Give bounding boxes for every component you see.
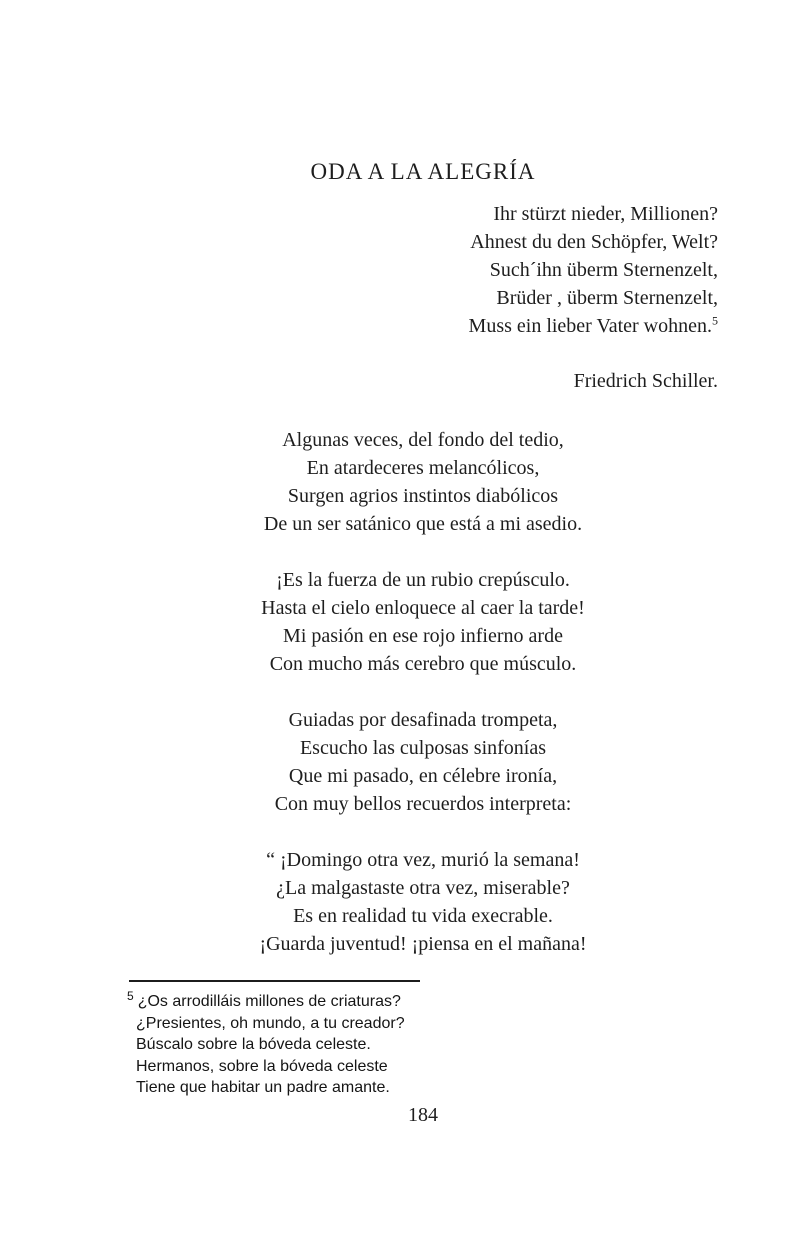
verse-line: De un ser satánico que está a mi asedio.	[263, 513, 583, 535]
epigraph-line	[128, 312, 718, 340]
verse-line: Algunas veces, del fondo del tedio,	[282, 429, 564, 451]
epigraph-line: Such´ihn überm Sternenzelt,	[489, 259, 718, 281]
verse-line: Mi pasión en ese rojo infierno arde	[283, 625, 563, 647]
verse-line: Surgen agrios instintos diabólicos	[287, 485, 559, 507]
verse-line: ¡Es la fuerza de un rubio crepúsculo.	[276, 569, 570, 591]
verse-line: ¡Guarda juventud! ¡piensa en el mañana!	[259, 933, 587, 955]
footnote	[127, 988, 557, 1099]
verse-line: Escucho las culposas sinfonías	[299, 737, 547, 759]
verse-line: Guiadas por desafinada trompeta,	[288, 709, 558, 731]
stanza	[128, 846, 718, 958]
verse-line: Con muy bellos recuerdos interpreta:	[274, 793, 572, 815]
verse-line: Con mucho más cerebro que músculo.	[269, 653, 577, 675]
footnote-line: Hermanos, sobre la bóveda celeste	[136, 1057, 388, 1075]
stanza	[128, 566, 718, 678]
page-number: 184	[408, 1104, 438, 1126]
footnote-line: Tiene que habitar un padre amante.	[136, 1079, 390, 1096]
footnote-line	[127, 988, 557, 1013]
footnote-reference: 5	[712, 313, 718, 328]
epigraph-line: Ahnest du den Schöpfer, Welt?	[470, 231, 718, 253]
verse-line: “ ¡Domingo otra vez, murió la semana!	[266, 849, 580, 871]
footnote-separator	[129, 980, 420, 982]
verse-line: Es en realidad tu vida execrable.	[293, 905, 553, 927]
epigraph-attribution: Friedrich Schiller.	[573, 370, 718, 392]
epigraph-line: Brüder , überm Sternenzelt,	[496, 287, 718, 309]
verse-line: Que mi pasado, en célebre ironía,	[288, 765, 558, 787]
verse-line: En atardeceres melancólicos,	[306, 457, 540, 479]
epigraph	[128, 200, 718, 340]
poem-title: ODA A LA ALEGRÍA	[310, 159, 536, 185]
verse-line: Hasta el cielo enloquece al caer la tarde!	[261, 597, 585, 619]
stanza	[128, 706, 718, 818]
footnote-line: Búscalo sobre la bóveda celeste.	[136, 1036, 371, 1053]
footnote-line-text: ¿Os arrodilláis millones de criaturas?	[137, 993, 401, 1010]
stanza	[128, 426, 718, 538]
epigraph-line: Ihr stürzt nieder, Millionen?	[493, 203, 718, 225]
footnote-marker: 5	[127, 988, 134, 1003]
verse-line: ¿La malgastaste otra vez, miserable?	[276, 877, 570, 899]
epigraph-line-text: Muss ein lieber Vater wohnen.	[468, 315, 712, 337]
footnote-line: ¿Presientes, oh mundo, a tu creador?	[136, 1014, 405, 1032]
